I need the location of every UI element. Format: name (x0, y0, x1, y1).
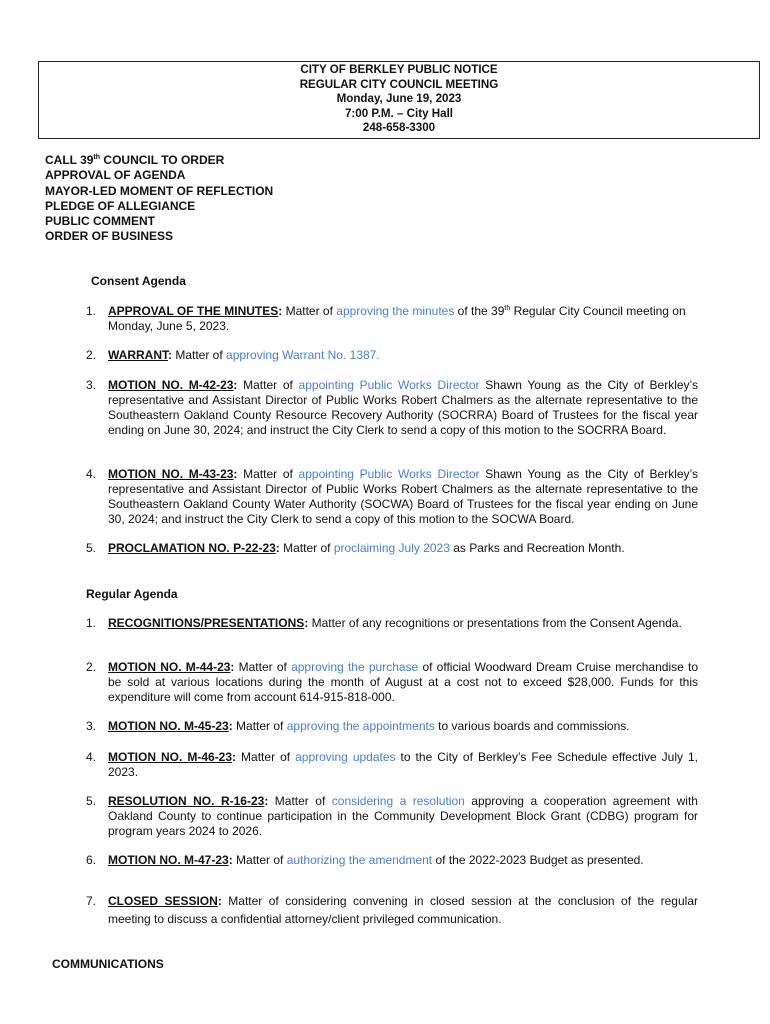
item-link[interactable]: approving Warrant No. 1387. (226, 348, 380, 362)
list-item: 1. APPROVAL OF THE MINUTES: Matter of approving the minutes of the 39th Regular City Council meeting on Monday, June 5, 2023. (86, 304, 686, 333)
list-item: 5. RESOLUTION NO. R-16-23: Matter of considering a resolution approving a cooperation agreement with Oakland County to continue participation in the Community Development Block Grant (CDBG) program for program years 2024 to 2026. (86, 794, 698, 838)
list-item: 6. MOTION NO. M-47-23: Matter of authorizing the amendment of the 2022-2023 Budget as presented. (86, 853, 644, 867)
approval-of-agenda: APPROVAL OF AGENDA (45, 168, 186, 183)
public-comment: PUBLIC COMMENT (45, 214, 155, 229)
item-label: PROCLAMATION NO. P-22-23 (108, 541, 276, 555)
item-label: MOTION NO. M-47-23 (108, 853, 229, 867)
item-label: WARRANT (108, 348, 168, 362)
item-label: RECOGNITIONS/PRESENTATIONS (108, 616, 305, 630)
item-link[interactable]: approving the appointments (286, 719, 435, 733)
list-item: 1. RECOGNITIONS/PRESENTATIONS: Matter of any recognitions or presentations from the Consent Agenda. (86, 616, 682, 630)
item-link[interactable]: approving the minutes (336, 304, 455, 318)
list-item: 3. MOTION NO. M-42-23: Matter of appointing Public Works Director Shawn Young as the City of Berkley’s representative and Assistant Director of Public Works Robert Chalmers as the alternate representative to the Southeastern Oakland County Resource Recovery Authority (SOCRRA) Board of Trustees for the fiscal year ending on June 30, 2024; and instruct the City Clerk to send a copy of this motion to the SOCRRA Board. (86, 378, 698, 437)
item-link[interactable]: authorizing the amendment (286, 853, 433, 867)
call-to-order: CALL 39th COUNCIL TO ORDER (45, 153, 225, 167)
phone-number: 248-658-3300 (362, 121, 436, 135)
item-label: MOTION NO. M-42-23 (108, 378, 234, 392)
meeting-date: Monday, June 19, 2023 (336, 92, 462, 106)
notice-header (38, 61, 760, 139)
order-of-business: ORDER OF BUSINESS (45, 229, 174, 244)
item-link[interactable]: approving the purchase (291, 660, 419, 674)
item-label: RESOLUTION NO. R-16-23 (108, 794, 265, 808)
item-link[interactable]: appointing Public Works Director (298, 467, 480, 481)
list-item: 4. MOTION NO. M-43-23: Matter of appointing Public Works Director Shawn Young as the City of Berkley’s representative and Assistant Director of Public Works Robert Chalmers as the alternate representative to the Southeastern Oakland County Water Authority (SOCWA) Board of Trustees for the fiscal year ending on June 30, 2024; and instruct the City Clerk to send a copy of this motion to the SOCWA Board. (86, 467, 698, 526)
meeting-type: REGULAR CITY COUNCIL MEETING (299, 77, 499, 91)
list-item: 5. PROCLAMATION NO. P-22-23: Matter of proclaiming July 2023 as Parks and Recreation Month. (86, 541, 625, 555)
opening-items (45, 153, 273, 245)
pledge-of-allegiance: PLEDGE OF ALLEGIANCE (45, 198, 196, 213)
item-link[interactable]: proclaiming July 2023 (333, 541, 450, 555)
meeting-time-location: 7:00 P.M. – City Hall (344, 106, 454, 120)
item-label: MOTION NO. M-46-23 (108, 750, 233, 764)
item-label: MOTION NO. M-45-23 (108, 719, 229, 733)
item-label: APPROVAL OF THE MINUTES (108, 304, 279, 318)
item-label: CLOSED SESSION (108, 894, 218, 908)
list-item: 3. MOTION NO. M-45-23: Matter of approving the appointments to various boards and commissions. (86, 719, 630, 733)
moment-of-reflection: MAYOR-LED MOMENT OF REFLECTION (45, 183, 274, 198)
consent-agenda-title: Consent Agenda (91, 274, 186, 288)
item-link[interactable]: considering a resolution (331, 794, 465, 808)
regular-agenda-title: Regular Agenda (86, 587, 178, 601)
list-item: 2. MOTION NO. M-44-23: Matter of approving the purchase of official Woodward Dream Cruise merchandise to be sold at various locations during the month of August at a cost not to exceed $28,000. Funds for this expenditure will come from account 614-915-818-000. (86, 660, 698, 704)
list-item: 7. CLOSED SESSION: Matter of considering convening in closed session at the conclusion of the regular meeting to discuss a confidential attorney/client privileged communication. (86, 894, 698, 926)
list-item: 4. MOTION NO. M-46-23: Matter of approving updates to the City of Berkley’s Fee Schedule effective July 1, 2023. (86, 750, 699, 779)
communications-title: COMMUNICATIONS (52, 957, 164, 971)
item-link[interactable]: approving updates (295, 750, 396, 764)
notice-title: CITY OF BERKLEY PUBLIC NOTICE (300, 63, 498, 76)
item-label: MOTION NO. M-43-23 (108, 467, 234, 481)
item-link[interactable]: appointing Public Works Director (298, 378, 480, 392)
list-item: 2. WARRANT: Matter of approving Warrant No. 1387. (86, 348, 380, 362)
item-label: MOTION NO. M-44-23 (108, 660, 231, 674)
